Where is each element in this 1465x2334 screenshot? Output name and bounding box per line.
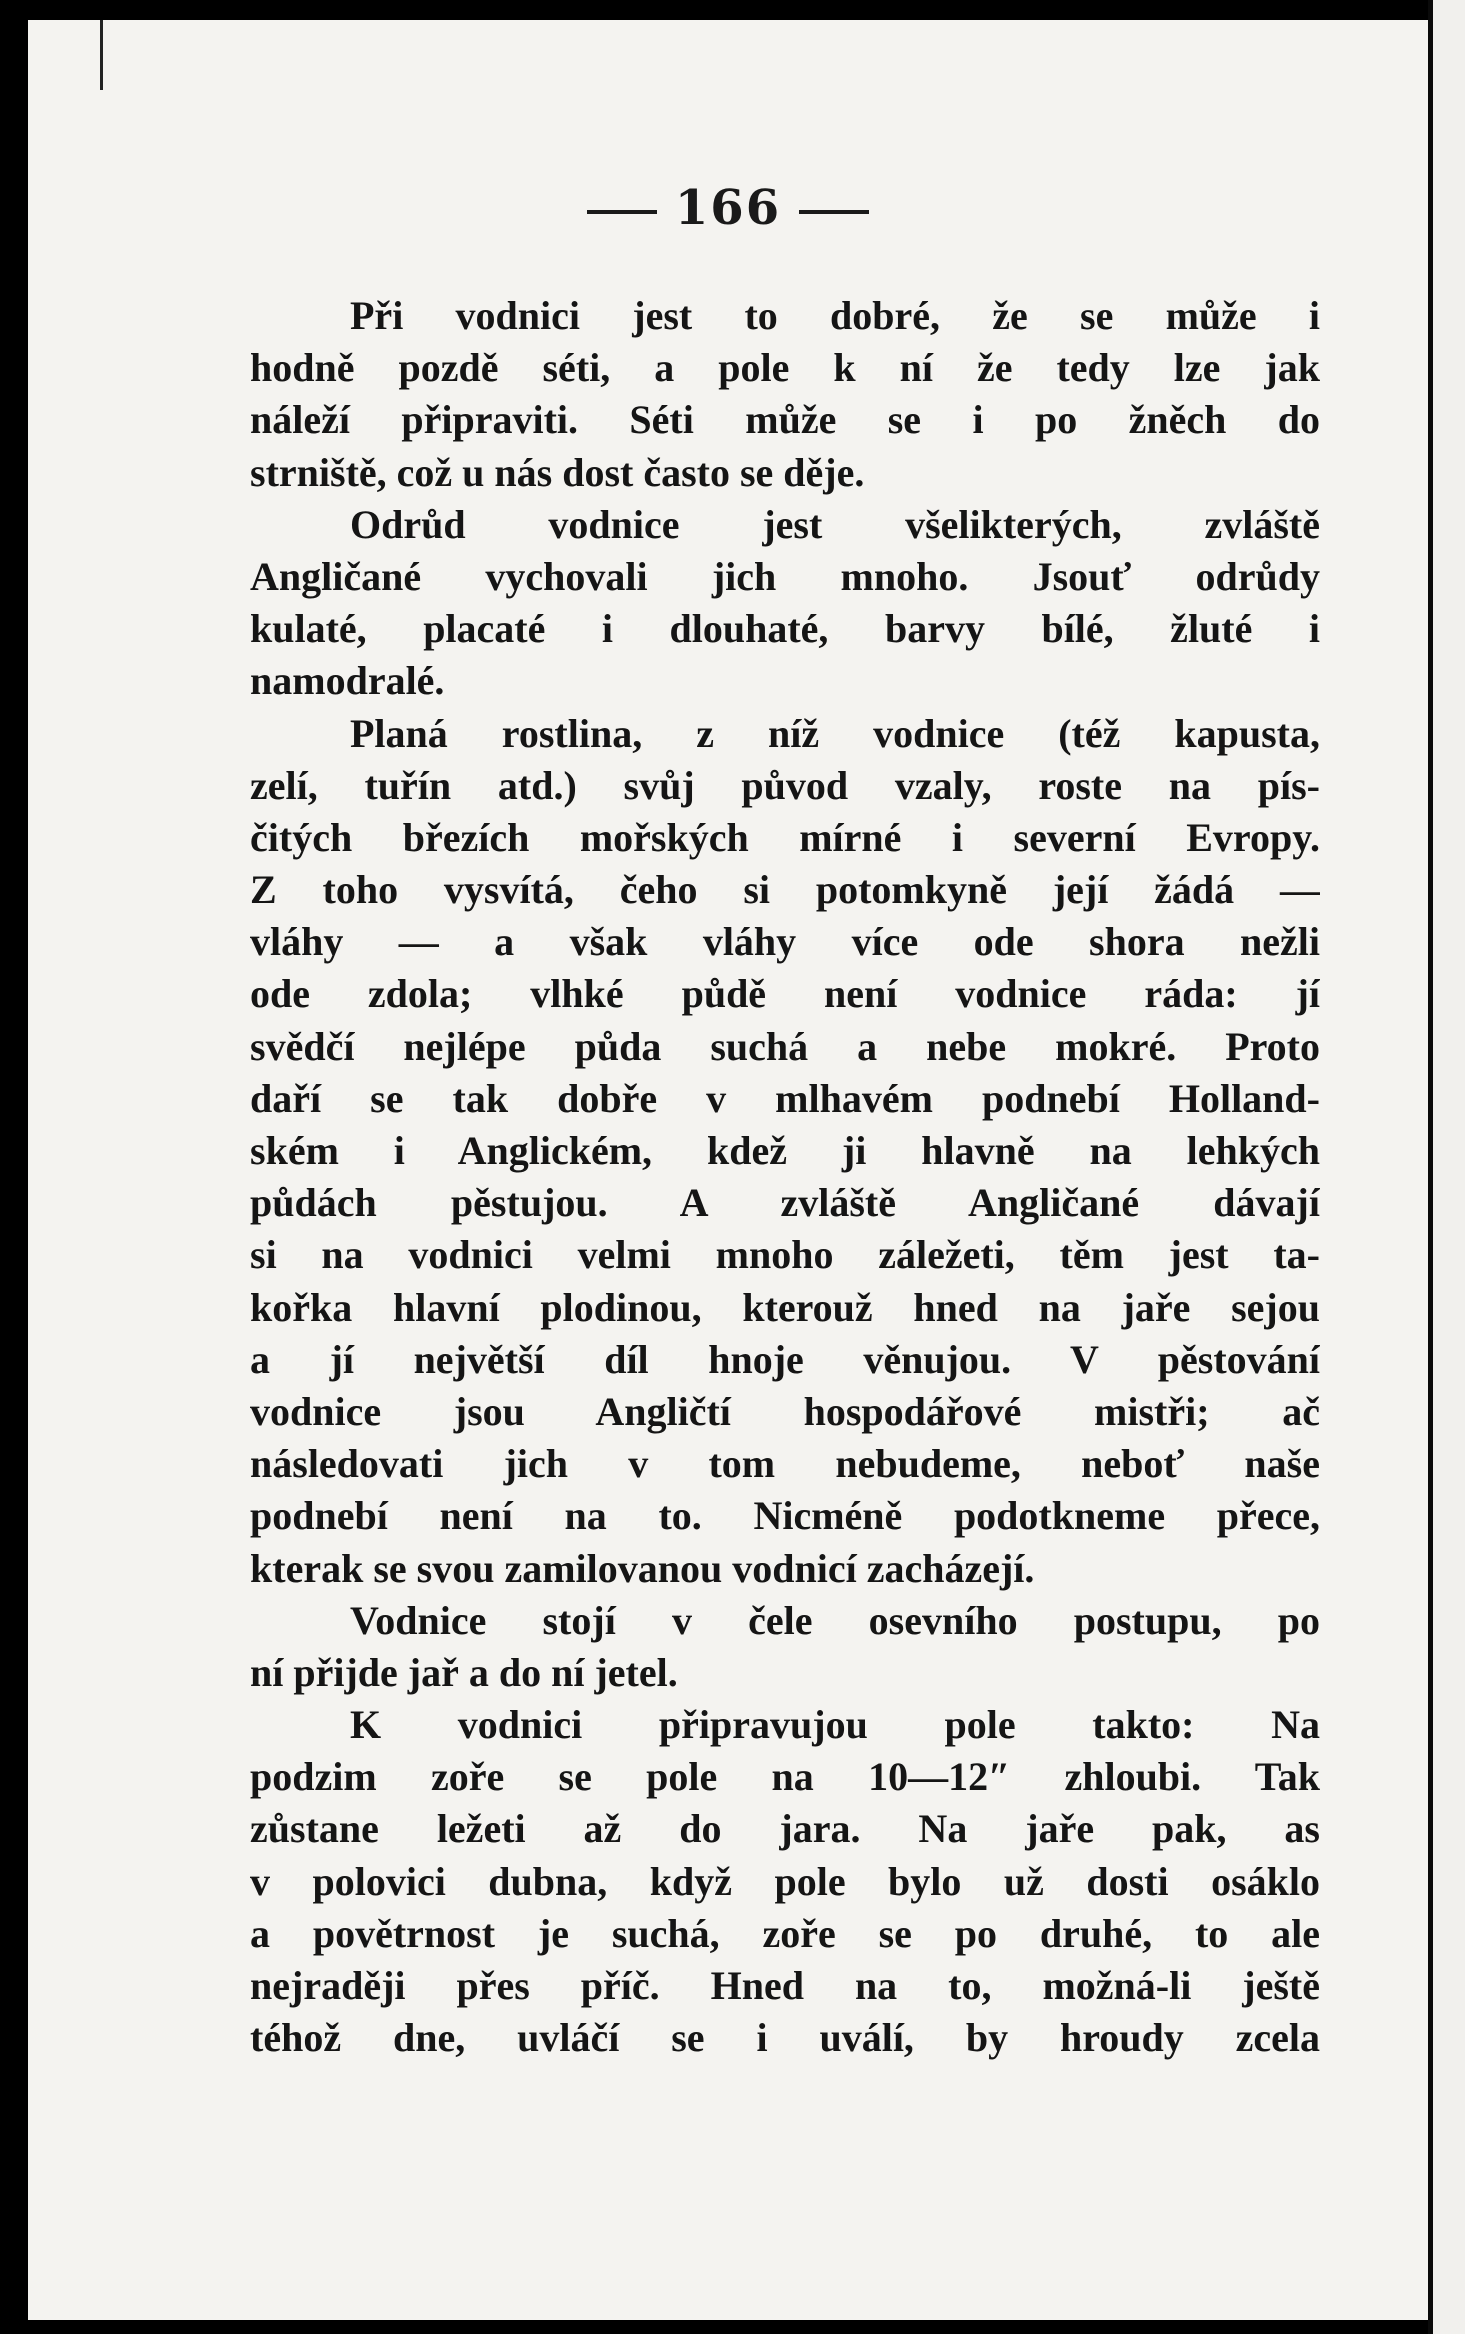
page-header: [28, 180, 1428, 236]
text-line: Angličané vychovali jich mnoho. Jsouť odrůdy: [250, 553, 1320, 599]
text-line: čitých březích mořských mírné i severní Evropy.: [250, 814, 1320, 860]
text-line: půdách pěstujou. A zvláště Angličané dávají: [250, 1180, 1320, 1226]
text-line: svědčí nejlépe půda suchá a nebe mokré. Proto: [250, 1023, 1320, 1069]
text-line: následovati jich v tom nebudeme, neboť naše: [250, 1441, 1320, 1487]
text-line: K vodnici připravujou pole takto: Na: [350, 1702, 1320, 1748]
text-line: hodně pozdě séti, a pole k ní že tedy lze jak: [250, 345, 1320, 391]
next-page-edge: [1433, 0, 1465, 2334]
text-line: kterak se svou zamilovanou vodnicí zacházejí.: [250, 1545, 1035, 1591]
text-line: zůstane ležeti až do jara. Na jaře pak, as: [250, 1806, 1320, 1852]
book-page: [28, 20, 1428, 2320]
text-line: v polovici dubna, když pole bylo už dosti osáklo: [250, 1858, 1320, 1904]
text-line: ském i Anglickém, kdež ji hlavně na lehkých: [250, 1128, 1320, 1173]
text-line: podnebí není na to. Nicméně podotkneme přece,: [250, 1493, 1320, 1539]
header-dash-left: [587, 210, 657, 214]
text-line: vodnice jsou Angličtí hospodářové mistři; ač: [250, 1388, 1320, 1434]
text-line: a povětrnost je suchá, zoře se po druhé, to ale: [250, 1910, 1320, 1956]
text-line: Odrůd vodnice jest všelikterých, zvláště: [350, 501, 1320, 547]
text-line: namodralé.: [250, 658, 445, 704]
header-dash-right: [799, 210, 869, 214]
text-line: podzim zoře se pole na 10—12″ zhloubi. Tak: [250, 1754, 1320, 1800]
text-line: náleží připraviti. Séti může se i po žněch do: [250, 397, 1320, 443]
text-line: ní přijde jař a do ní jetel.: [250, 1649, 678, 1695]
text-line: Planá rostlina, z níž vodnice (též kapusta,: [350, 710, 1320, 756]
text-line: Při vodnici jest to dobré, že se může i: [350, 293, 1320, 338]
text-line: daří se tak dobře v mlhavém podnebí Holland-: [250, 1075, 1320, 1121]
text-line: a jí největší díl hnoje věnujou. V pěstování: [250, 1336, 1320, 1382]
text-line: ode zdola; vlhké půdě není vodnice ráda: jí: [250, 971, 1320, 1017]
text-line: Vodnice stojí v čele osevního postupu, po: [350, 1597, 1320, 1643]
text-line: téhož dne, uvláčí se i uválí, by hroudy zcela: [250, 2015, 1320, 2061]
text-line: Z toho vysvítá, čeho si potomkyně její žádá —: [250, 867, 1320, 913]
text-line: vláhy — a však vláhy více ode shora nežli: [250, 919, 1320, 965]
page-number: 166: [674, 180, 782, 236]
text-line: strniště, což u nás dost často se děje.: [250, 449, 865, 495]
body-text: [250, 290, 1320, 2064]
text-line: kořka hlavní plodinou, kterouž hned na jaře sejou: [250, 1284, 1320, 1330]
text-line: kulaté, placaté i dlouhaté, barvy bílé, žluté i: [250, 606, 1320, 652]
page-corner-mark: [100, 20, 103, 90]
text-line: nejraději přes příč. Hned na to, možná-li ještě: [250, 1963, 1320, 2008]
text-line: zelí, tuřín atd.) svůj původ vzaly, roste na pís-: [250, 762, 1320, 808]
text-line: si na vodnici velmi mnoho záležeti, těm jest ta-: [250, 1232, 1320, 1278]
